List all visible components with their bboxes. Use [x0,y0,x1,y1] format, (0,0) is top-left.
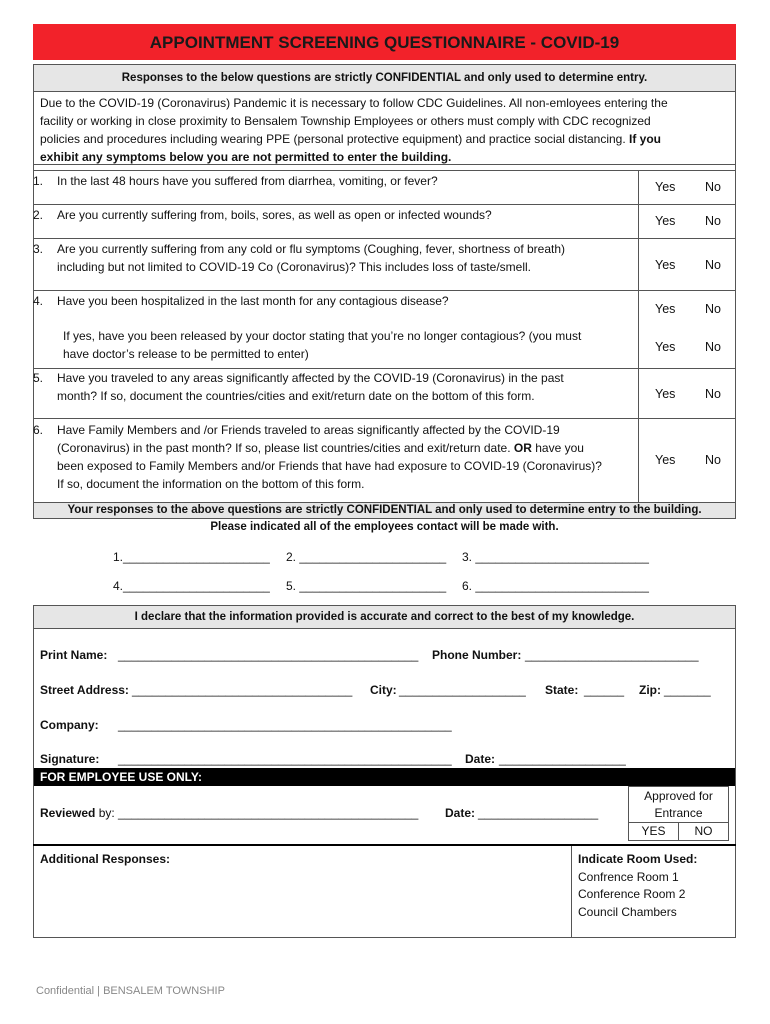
question-line: If so, document the information on the bottom of this form. [57,477,365,491]
yes-option[interactable]: Yes [655,214,676,228]
intro-line: facility or working in close proximity to Bensalem Township Employees or others must comply with CDC recognized [40,114,651,128]
question-line: been exposed to Family Members and/or Friends that have had exposure to COVID-19 (Coronavirus)? [57,459,602,473]
question-line: have doctor’s release to be permitted to enter) [63,347,309,361]
question-text [57,369,632,405]
state-label: State: [545,683,579,697]
city-input[interactable]: ___________________ [399,683,526,697]
yes-option[interactable]: Yes [655,340,676,354]
city-label: City: [370,683,397,697]
reviewed-label: Reviewed [40,806,96,820]
question-line: If yes, have you been released by your doctor stating that you’re no longer contagious? (you must [63,329,582,343]
date-label: Date: [465,752,496,766]
print-name-input[interactable]: _____________________________________________ [118,648,419,662]
no-option[interactable]: No [705,258,721,272]
question-number: 3. [33,242,44,256]
contact-field[interactable]: 2. ______________________ [286,550,447,564]
company-input[interactable]: __________________________________________________ [118,718,452,732]
confidential-header: Responses to the below questions are strictly CONFIDENTIAL and only used to determine entry. [34,65,735,91]
approved-line: Entrance [654,806,703,820]
approved-line: Approved for [644,789,713,803]
state-input[interactable]: ______ [584,683,625,697]
additional-responses-label: Additional Responses: [40,852,171,866]
question-line: Have you traveled to any areas significantly affected by the COVID-19 (Coronavirus) in the past [57,371,564,385]
question-number: 6. [33,423,44,437]
intro-emphasis: If you [625,132,662,146]
reviewed-by[interactable] [40,806,418,820]
intro-paragraph [40,94,730,166]
date-input[interactable]: ___________________ [499,752,626,766]
question-text [57,421,637,493]
question-number: 4. [33,294,44,308]
contact-field[interactable]: 4.______________________ [113,579,270,593]
room-option[interactable]: Conference Room 2 [578,887,686,901]
yes-option[interactable]: Yes [655,180,676,194]
intro-line: Due to the COVID-19 (Coronavirus) Pandemic it is necessary to follow CDC Guidelines. All non-emloyees entering the [40,96,668,110]
contact-field[interactable]: 3. __________________________ [462,550,649,564]
zip-label: Zip: [639,683,661,697]
yes-option[interactable]: Yes [655,302,676,316]
question-line: have you [531,441,584,455]
street-input[interactable]: _________________________________ [132,683,353,697]
question-line: month? If so, document the countries/cities and exit/return date on the bottom of this form. [57,389,535,403]
confidential-footer: Your responses to the above questions are strictly CONFIDENTIAL and only used to determine entry to the building. [34,503,735,518]
question-emphasis: OR [513,441,532,455]
print-name-label: Print Name: [40,648,108,662]
signature-label: Signature: [40,752,100,766]
no-option[interactable]: No [705,180,721,194]
reviewed-input[interactable]: by: _____________________________________________ [95,806,419,820]
no-option[interactable]: No [705,302,721,316]
room-label: Indicate Room Used: [578,852,698,866]
phone-input[interactable]: __________________________ [525,648,699,662]
room-section [578,851,697,921]
question-line: including but not limited to COVID-19 Co (Coronavirus)? This includes loss of taste/smell. [57,260,531,274]
approved-no[interactable]: NO [694,824,713,838]
question-text [57,240,632,276]
question-line: Are you currently suffering from any cold or flu symptoms (Coughing, fever, shortness of breath) [57,242,566,256]
no-option[interactable]: No [705,387,721,401]
question-number: 5. [33,371,44,385]
zip-input[interactable]: _______ [664,683,711,697]
page-footer: Confidential | BENSALEM TOWNSHIP [36,985,225,997]
company-label: Company: [40,718,99,732]
room-option[interactable]: Confrence Room 1 [578,869,679,884]
question-text: In the last 48 hours have you suffered from diarrhea, vomiting, or fever? [57,174,438,188]
street-label: Street Address: [40,683,129,697]
approved-yes[interactable]: YES [641,824,666,838]
question-line: (Coronavirus) in the past month? If so, please list countries/cities and exit/return date. [57,441,514,455]
reviewed-date-label: Date: [445,806,476,820]
phone-label: Phone Number: [432,648,522,662]
contact-note: Please indicated all of the employees contact will be made with. [210,521,559,533]
question-number: 1. [33,174,44,188]
intro-emphasis: exhibit any symptoms below you are not permitted to enter the building. [40,150,452,164]
contact-field[interactable]: 5. ______________________ [286,579,447,593]
yes-option[interactable]: Yes [655,453,676,467]
contact-field[interactable]: 6. __________________________ [462,579,649,593]
room-option[interactable]: Council Chambers [578,904,677,919]
question-followup [63,327,633,363]
employee-use-header: FOR EMPLOYEE USE ONLY: [34,768,735,786]
question-line: Have Family Members and /or Friends traveled to areas significantly affected by the COVID-19 [57,423,560,437]
approved-label [628,788,729,822]
declaration: I declare that the information provided is accurate and correct to the best of my knowledge. [34,606,735,628]
no-option[interactable]: No [705,340,721,354]
question-number: 2. [33,208,44,222]
question-text: Are you currently suffering from, boils, sores, as well as open or infected wounds? [57,208,492,222]
intro-line: policies and procedures including wearing PPE (personal protective equipment) and practice social distancing. [40,132,626,146]
page-title: APPOINTMENT SCREENING QUESTIONNAIRE - COVID-19 [33,24,736,60]
no-option[interactable]: No [705,453,721,467]
yes-option[interactable]: Yes [655,387,676,401]
signature-input[interactable]: __________________________________________________ [118,752,452,766]
reviewed-date-input[interactable]: __________________ [478,806,599,820]
contact-field[interactable]: 1.______________________ [113,550,270,564]
yes-option[interactable]: Yes [655,258,676,272]
additional-responses-area[interactable] [40,870,565,932]
question-text: Have you been hospitalized in the last month for any contagious disease? [57,294,449,308]
no-option[interactable]: No [705,214,721,228]
